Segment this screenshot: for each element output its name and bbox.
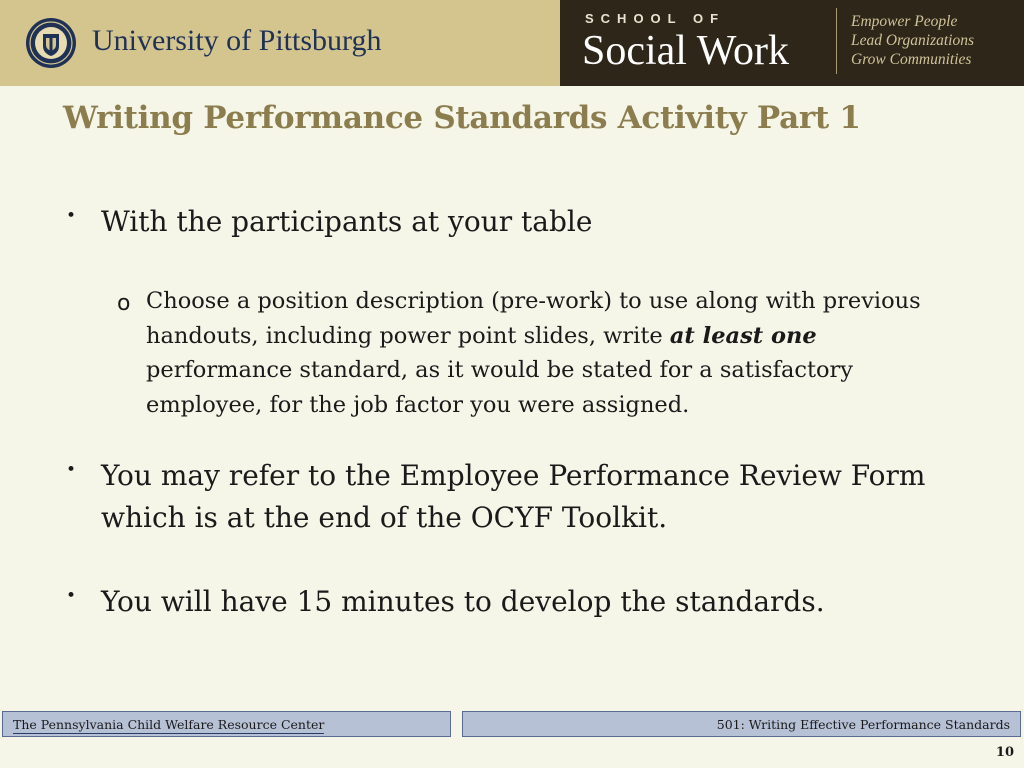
slide-title: Writing Performance Standards Activity Part 1 bbox=[63, 100, 861, 136]
sub-bullet-emphasis: at least one bbox=[669, 322, 817, 349]
bullet-text: With the participants at your table bbox=[101, 205, 593, 238]
header-divider bbox=[836, 8, 837, 74]
bullet-dot-icon: • bbox=[66, 460, 77, 480]
university-seal-icon bbox=[25, 17, 77, 69]
tagline-line: Grow Communities bbox=[851, 51, 972, 68]
bullet-text: You will have 15 minutes to develop the standards. bbox=[101, 585, 825, 618]
page-number: 10 bbox=[995, 745, 1014, 760]
bullet-dot-icon: • bbox=[66, 206, 77, 226]
tagline-line: Empower People bbox=[851, 13, 958, 30]
university-name: University of Pittsburgh bbox=[92, 24, 382, 57]
footer-right-bar bbox=[462, 711, 1021, 737]
sub-bullet-text bbox=[146, 284, 956, 422]
school-of-label: SCHOOL OF bbox=[585, 11, 726, 26]
sub-bullet-circle-icon: o bbox=[117, 291, 131, 316]
sub-bullet-text-part: performance standard, as it would be stated for a satisfactory employee, for the job factor you were assigned. bbox=[146, 357, 854, 418]
footer-course-title: 501: Writing Effective Performance Standards bbox=[716, 717, 1010, 732]
header bbox=[0, 0, 1024, 86]
tagline-line: Lead Organizations bbox=[851, 32, 975, 49]
sub-bullet-text-part: Choose a position description (pre-work) to use along with previous handouts, including power point slides, write bbox=[146, 288, 921, 349]
social-work-label: Social Work bbox=[582, 28, 789, 74]
bullet-dot-icon: • bbox=[66, 586, 77, 606]
footer-organization: The Pennsylvania Child Welfare Resource Center bbox=[13, 717, 325, 732]
footer-left-bar bbox=[2, 711, 451, 737]
bullet-text: You may refer to the Employee Performance Review Form which is at the end of the OCYF Toolkit. bbox=[101, 459, 926, 534]
university-band bbox=[0, 0, 560, 86]
